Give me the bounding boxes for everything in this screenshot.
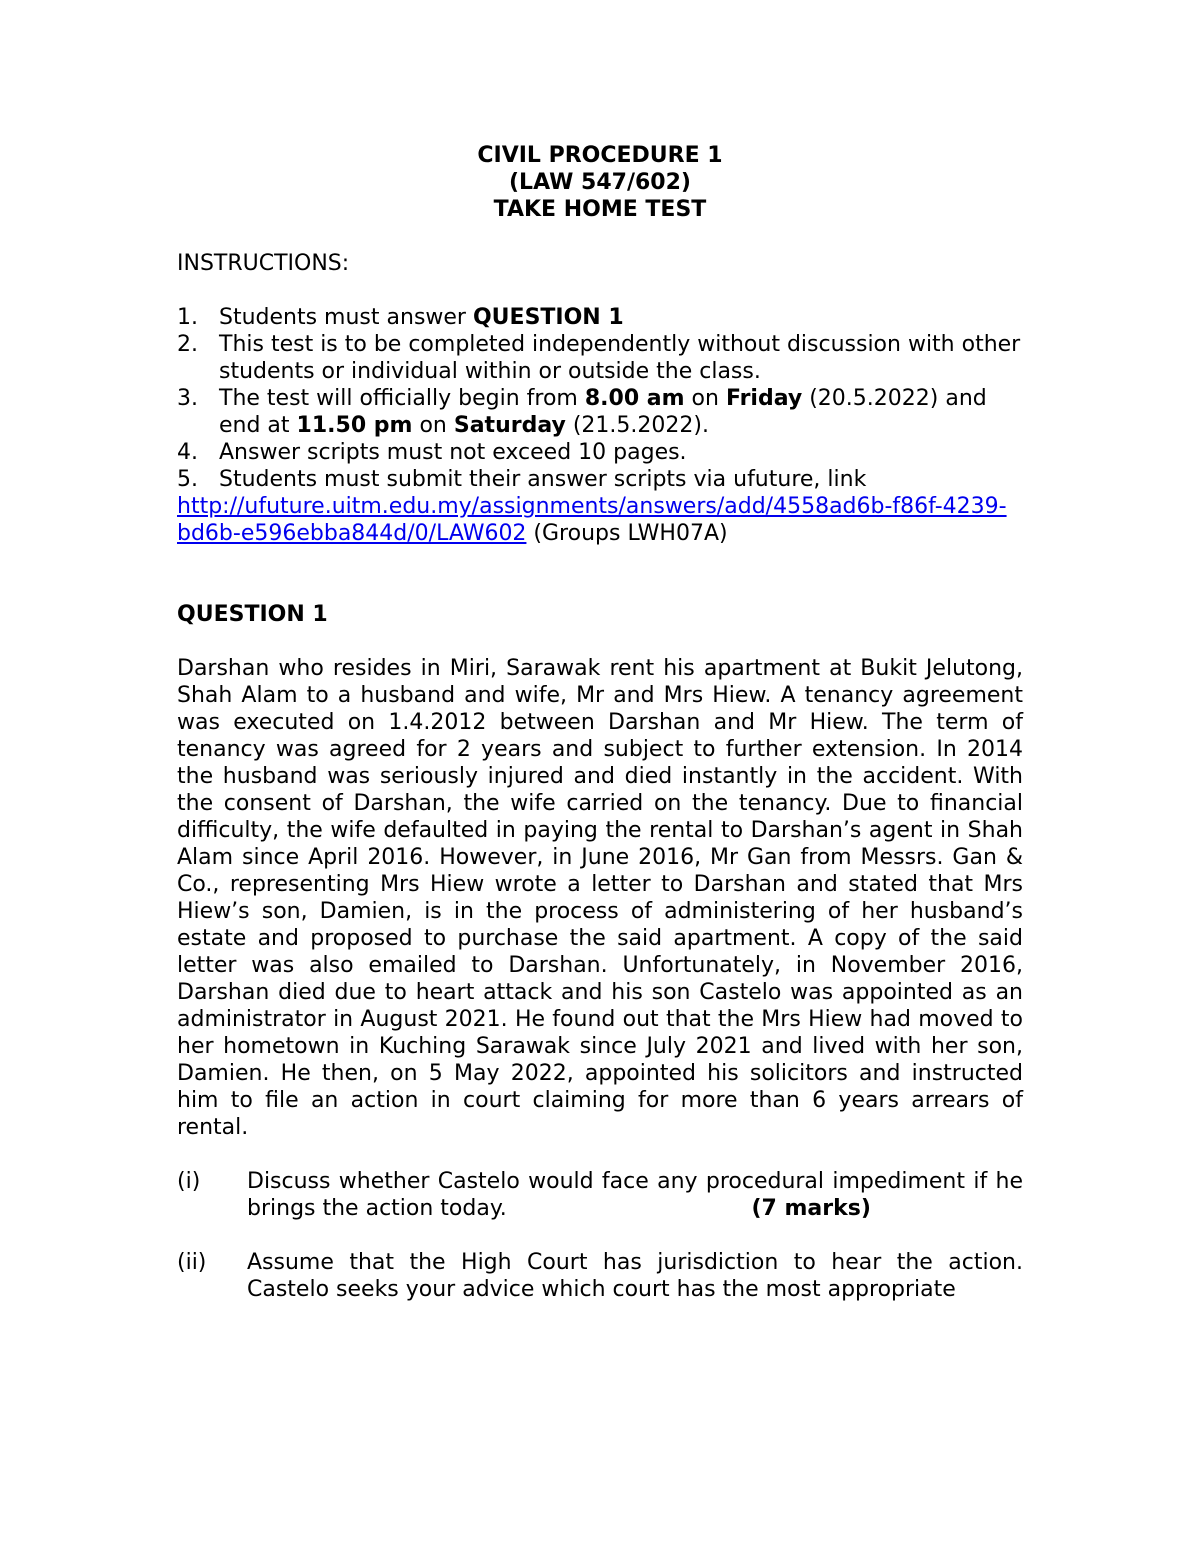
start-time: 8.00 am	[584, 386, 685, 411]
sub-question-label: (i)	[177, 1169, 201, 1194]
instruction-item	[177, 466, 1023, 493]
instruction-bold: QUESTION 1	[472, 305, 624, 330]
instruction-item	[177, 304, 1023, 331]
course-title: CIVIL PROCEDURE 1	[477, 143, 723, 168]
instruction-text: This test is to be completed independently without discussion with other students or individual within or outside the class.	[219, 332, 1021, 384]
instruction-text: (20.5.2022) and end at	[219, 386, 987, 438]
instruction-item	[177, 385, 1023, 439]
instruction-text: on	[412, 413, 454, 438]
start-day: Friday	[725, 386, 803, 411]
instruction-item	[177, 439, 1023, 466]
instruction-text: The test will officially begin from	[219, 386, 585, 411]
submission-link[interactable]: http://ufuture.uitm.edu.my/assignments/answers/add/4558ad6b-f86f-4239-bd6b-e596ebba844d/0/LAW602	[177, 494, 1007, 546]
sub-question-label: (ii)	[177, 1250, 207, 1275]
instructions-list	[177, 304, 1023, 493]
marks-label: (7 marks)	[751, 1196, 871, 1221]
instruction-text: Students must submit their answer scripts via ufuture, link	[219, 467, 867, 492]
question-heading: QUESTION 1	[177, 602, 328, 627]
sub-question-text	[247, 1168, 1023, 1222]
instruction-text: on	[684, 386, 726, 411]
sub-question-text: Assume that the High Court has jurisdiction to hear the action. Castelo seeks your advice which court has the most appropriate	[247, 1250, 1023, 1302]
link-suffix: (Groups LWH07A)	[526, 521, 728, 546]
instruction-number: 3.	[177, 386, 198, 411]
end-day: Saturday	[453, 413, 566, 438]
submission-link-line	[177, 493, 1023, 547]
instruction-number: 5.	[177, 467, 198, 492]
document-page	[177, 142, 1023, 1303]
question-body: Darshan who resides in Miri, Sarawak rent his apartment at Bukit Jelutong, Shah Alam to a husband and wife, Mr and Mrs Hiew. A tenancy agreement was executed on 1.4.2012 between Darshan and Mr Hiew. The term of tenancy was agreed for 2 years and subject to further extension. In 2014 the husband was seriously injured and died instantly in the accident. With the consent of Darshan, the wife carried on the tenancy. Due to financial difficulty, the wife defaulted in paying the rental to Darshan’s agent in Shah Alam since April 2016. However, in June 2016, Mr Gan from Messrs. Gan & Co., representing Mrs Hiew wrote a letter to Darshan and stated that Mrs Hiew’s son, Damien, is in the process of administering of her husband’s estate and proposed to purchase the said apartment. A copy of the said letter was also emailed to Darshan. Unfortunately, in November 2016, Darshan died due to heart attack and his son Castelo was appointed as an administrator in August 2021. He found out that the Mrs Hiew had moved to her hometown in Kuching Sarawak since July 2021 and lived with her son, Damien. He then, on 5 May 2022, appointed his solicitors and instructed him to file an action in court claiming for more than 6 years arrears of rental.	[177, 656, 1023, 1140]
test-title: TAKE HOME TEST	[493, 197, 707, 222]
course-code: (LAW 547/602)	[509, 170, 691, 195]
instruction-text: Students must answer	[219, 305, 473, 330]
instruction-text: Answer scripts must not exceed 10 pages.	[219, 440, 687, 465]
document-header	[177, 142, 1023, 223]
instruction-item	[177, 331, 1023, 385]
instruction-number: 2.	[177, 332, 198, 357]
instruction-text: (21.5.2022).	[565, 413, 709, 438]
sub-question-ii	[177, 1249, 1023, 1303]
instructions-heading: INSTRUCTIONS:	[177, 251, 350, 276]
sub-question-i	[177, 1168, 1023, 1222]
end-time: 11.50 pm	[296, 413, 413, 438]
sub-question-body: Discuss whether Castelo would face any procedural impediment if he brings the action today.	[247, 1169, 1023, 1221]
instruction-number: 4.	[177, 440, 198, 465]
instruction-number: 1.	[177, 305, 198, 330]
